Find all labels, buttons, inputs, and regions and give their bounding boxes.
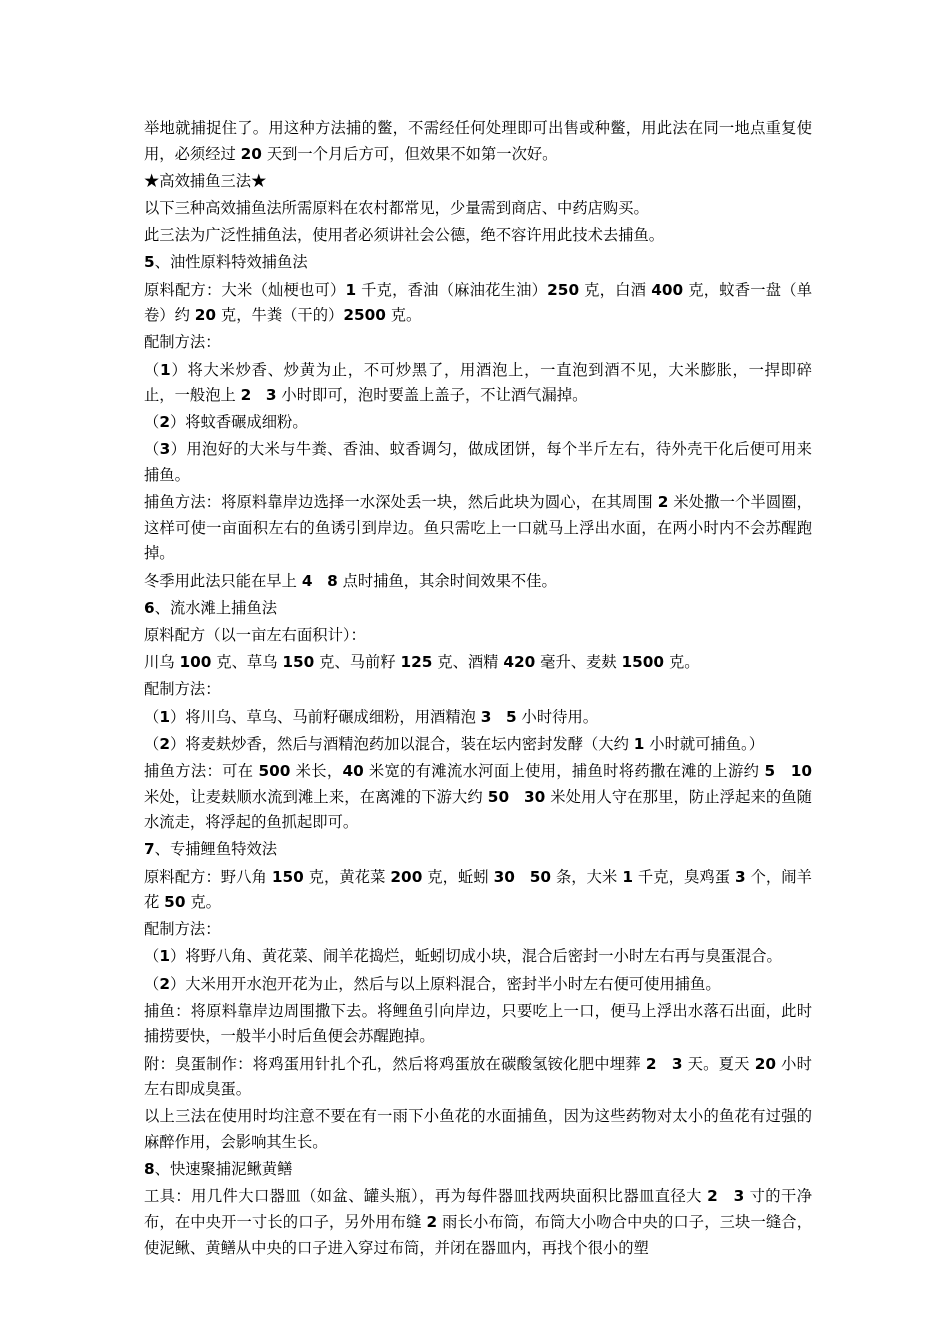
bold-run: 125 <box>400 653 433 672</box>
text-run: 克。 <box>664 653 700 672</box>
bold-run: 20 <box>194 306 217 325</box>
bold-run: 2 <box>240 386 252 405</box>
bold-run: 20 <box>754 1054 777 1073</box>
text-run: 克、草乌 <box>211 653 283 672</box>
text-run: （ <box>144 440 160 459</box>
text-run <box>491 708 506 726</box>
text-run <box>775 762 791 780</box>
paragraph <box>144 1184 812 1261</box>
paragraph <box>144 250 812 276</box>
paragraph <box>144 169 812 195</box>
text-run: 小时左右即成臭蛋。 <box>144 1054 812 1099</box>
text-run: 、流水滩上捕鱼法 <box>154 598 278 617</box>
text-run <box>515 868 530 886</box>
text-run: 川乌 <box>144 653 180 672</box>
text-run: ）将川乌、草乌、马前籽碾成细粉，用酒精泡 <box>169 707 481 726</box>
bold-run: 8 <box>327 571 338 590</box>
bold-run: 2 <box>645 1054 657 1073</box>
text-run: 克，白酒 <box>579 280 652 299</box>
bold-run: 500 <box>258 761 291 780</box>
text-run: 原料配方（以一亩左右面积计）： <box>144 626 366 644</box>
text-run: 米宽的有滩流水河面上使用，捕鱼时将药撒在滩的上游约 <box>363 761 765 780</box>
text-run: 小时即可，泡时要盖上盖子，不让酒气漏掉。 <box>276 386 588 405</box>
paragraph <box>144 196 812 222</box>
bold-run: 3 <box>480 707 492 726</box>
text-run: 米处用人守在那里，防止浮起来的鱼随水流走，将浮起的鱼抓起即可。 <box>144 787 812 832</box>
bold-run: 400 <box>651 280 684 299</box>
text-run: 千克，香油（麻油花生油） <box>356 280 548 299</box>
paragraph <box>144 330 812 356</box>
text-run: 寸的干净布，在中央开一寸长的口子，另外用布缝 <box>144 1187 812 1231</box>
text-run: 、快速聚捕泥鳅黄鳝 <box>154 1160 293 1179</box>
text-run: 千克，臭鸡蛋 <box>632 867 735 886</box>
paragraph <box>144 705 812 731</box>
text-run: 克。 <box>385 306 422 325</box>
bold-run: 2 <box>707 1187 718 1206</box>
text-run: ）将麦麸炒香，然后与酒精泡药加以混合，装在坛内密封发酵（大约 <box>169 734 634 753</box>
text-run: （ <box>144 974 160 993</box>
bold-run: 3 <box>734 867 746 886</box>
bold-run: 30 <box>493 867 515 886</box>
paragraph <box>144 677 812 703</box>
text-run: 工具：用几件大口器皿（如盆、罐头瓶），再为每件器皿找两块面积比器皿直径大 <box>144 1187 708 1206</box>
text-run: 冬季用此法只能在早上 <box>144 571 302 590</box>
bold-run: 40 <box>342 761 364 780</box>
bold-run: 1 <box>345 280 357 299</box>
text-run: ）将蚊香碾成细粉。 <box>169 413 308 432</box>
text-run: 原料配方：野八角 <box>144 867 272 886</box>
paragraph <box>144 116 812 167</box>
paragraph <box>144 623 812 649</box>
text-run: （ <box>144 413 160 432</box>
text-run <box>718 1187 734 1205</box>
bold-run: 3 <box>671 1054 683 1073</box>
bold-run: 5 <box>144 253 155 272</box>
text-run: 克、马前籽 <box>314 653 401 672</box>
bold-run: 420 <box>503 653 536 672</box>
paragraph <box>144 944 812 970</box>
bold-run: 1 <box>159 947 170 966</box>
text-run: 配制方法： <box>144 333 221 352</box>
paragraph <box>144 569 812 595</box>
paragraph <box>144 1052 812 1103</box>
text-run: 克，蚊香一盘（单卷）约 <box>144 280 812 325</box>
bold-run: 3 <box>159 440 171 459</box>
bold-run: 3 <box>733 1187 745 1206</box>
paragraph <box>144 278 812 329</box>
text-run: 附：臭蛋制作：将鸡蛋用针扎个孔，然后将鸡蛋放在碳酸氢铵化肥中埋葬 <box>144 1054 646 1073</box>
bold-run: 5 <box>506 707 517 726</box>
bold-run: 2 <box>426 1212 438 1231</box>
bold-run: 3 <box>265 386 277 405</box>
text-run: 、专捕鲤鱼特效法 <box>154 840 278 859</box>
bold-run: 1 <box>633 734 645 753</box>
text-run: 天。夏天 <box>682 1054 755 1073</box>
paragraph <box>144 999 812 1050</box>
text-run: 、油性原料特效捕鱼法 <box>154 253 308 272</box>
text-run: 以下三种高效捕鱼法所需原料在农村都常见，少量需到商店、中药店购买。 <box>144 198 649 217</box>
bold-run: 50 <box>529 867 552 886</box>
bold-run: 10 <box>790 761 812 780</box>
paragraph <box>144 917 812 943</box>
text-run: 小时待用。 <box>516 707 599 726</box>
bold-run: 2 <box>159 413 170 432</box>
document-body <box>144 116 817 1263</box>
paragraph <box>144 865 812 916</box>
text-run: 原料配方：大米（灿梗也可） <box>144 280 346 299</box>
text-run: 配制方法： <box>144 920 221 939</box>
paragraph <box>144 437 812 488</box>
paragraph <box>144 732 812 758</box>
bold-run: 150 <box>271 867 304 886</box>
bold-run: 1 <box>622 867 633 886</box>
text-run: 米处撒一个半圆圈，这样可使一亩面积左右的鱼诱引到岸边。鱼只需吃上一口就马上浮出水面，在两小时内不会苏醒跑掉。 <box>144 493 812 563</box>
text-run: 以上三法在使用时均注意不要在有一雨下小鱼花的水面捕鱼，因为这些药物对太小的鱼花有过强的麻醉作用，会影响其生长。 <box>144 1107 812 1151</box>
text-run: 克、酒精 <box>432 653 504 672</box>
text-run <box>657 1055 672 1073</box>
text-run: （ <box>144 707 160 726</box>
text-run: 克。 <box>185 893 221 912</box>
text-run: 克，牛粪（干的） <box>216 306 344 325</box>
text-run: ）大米用开水泡开花为止，然后与以上原料混合，密封半小时左右便可使用捕鱼。 <box>169 974 721 993</box>
paragraph <box>144 972 812 998</box>
paragraph <box>144 596 812 622</box>
text-run <box>251 386 266 404</box>
bold-run: 100 <box>179 653 212 672</box>
bold-run: 2 <box>159 734 170 753</box>
bold-run: 200 <box>390 867 423 886</box>
text-run <box>313 572 328 590</box>
text-run: 米长， <box>290 761 343 780</box>
text-run: 捕鱼方法：将原料靠岸边选择一水深处丢一块，然后此块为圆心，在其周围 <box>144 493 658 512</box>
text-run: （ <box>144 947 160 966</box>
bold-run: 50 <box>487 787 510 806</box>
paragraph <box>144 490 812 567</box>
text-run: 天到一个月后方可，但效果不如第一次好。 <box>261 144 558 163</box>
text-run: ）将大米炒香、炒黄为止，不可炒黑了，用酒泡上，一直泡到酒不见，大米膨胀，一捍即碎止，一般泡上 <box>144 360 812 405</box>
text-run: 克，蚯蚓 <box>422 867 494 886</box>
paragraph <box>144 650 812 676</box>
text-run: 点时捕鱼，其余时间效果不佳。 <box>337 571 557 590</box>
text-run: 毫升、麦麸 <box>535 653 622 672</box>
text-run: 个，闹羊花 <box>144 867 812 912</box>
paragraph <box>144 1104 812 1155</box>
bold-run: 2 <box>159 974 170 993</box>
text-run: 配制方法： <box>144 680 221 699</box>
bold-run: 1500 <box>621 653 665 672</box>
bold-run: 50 <box>164 893 186 912</box>
text-run: 捕鱼：将原料靠岸边周围撒下去。将鲤鱼引向岸边，只要吃上一口，便马上浮出水落石出面，此时捕捞要快，一般半小时后鱼便会苏醒跑掉。 <box>144 1001 812 1046</box>
text-run: ）将野八角、黄花菜、闹羊花捣烂，蚯蚓切成小块，混合后密封一小时左右再与臭蛋混合。 <box>169 947 782 966</box>
paragraph <box>144 410 812 436</box>
paragraph <box>144 759 817 836</box>
text-run: 克，黄花菜 <box>303 867 391 886</box>
bold-run: 150 <box>282 653 315 672</box>
bold-run: 30 <box>524 787 546 806</box>
text-run <box>509 788 524 806</box>
bold-run: 2500 <box>343 306 386 325</box>
bold-run: 1 <box>159 707 170 726</box>
text-run: （ <box>144 734 160 753</box>
bold-run: 8 <box>144 1160 155 1179</box>
paragraph <box>144 358 812 409</box>
bold-run: 5 <box>764 761 776 780</box>
bold-run: 20 <box>240 144 262 163</box>
text-run: 条，大米 <box>551 867 623 886</box>
bold-run: 250 <box>547 280 580 299</box>
text-run: 举地就捕捉住了。用这种方法捕的鳖，不需经任何处理即可出售或种鳖，用此法在同一地点重复使用，必须经过 <box>144 119 812 163</box>
text-run: 捕鱼方法：可在 <box>144 761 259 780</box>
bold-run: 6 <box>144 598 155 617</box>
bold-run: 4 <box>301 571 313 590</box>
bold-run: 7 <box>144 840 155 859</box>
text-run: 小时就可捕鱼。） <box>644 734 764 753</box>
text-run: （ <box>144 360 161 379</box>
paragraph <box>144 223 812 249</box>
text-run: 雨长小布筒，布筒大小吻合中央的口子，三块一缝合，使泥鳅、黄鳝从中央的口子进入穿过布筒，并闭在器皿内，再找个很小的塑 <box>144 1212 812 1257</box>
bold-run: 1 <box>160 360 171 379</box>
text-run: 此三法为广泛性捕鱼法，使用者必须讲社会公德，绝不容许用此技术去捕鱼。 <box>144 226 665 245</box>
text-run: 米处，让麦麸顺水流到滩上来，在离滩的下游大约 <box>144 761 817 806</box>
text-run: ★高效捕鱼三法★ <box>144 171 267 190</box>
paragraph <box>144 1157 812 1183</box>
text-run: ）用泡好的大米与牛粪、香油、蚊香调匀，做成团饼，每个半斤左右，待外壳干化后便可用来捕鱼。 <box>144 440 812 485</box>
bold-run: 2 <box>657 493 669 512</box>
paragraph <box>144 837 812 863</box>
